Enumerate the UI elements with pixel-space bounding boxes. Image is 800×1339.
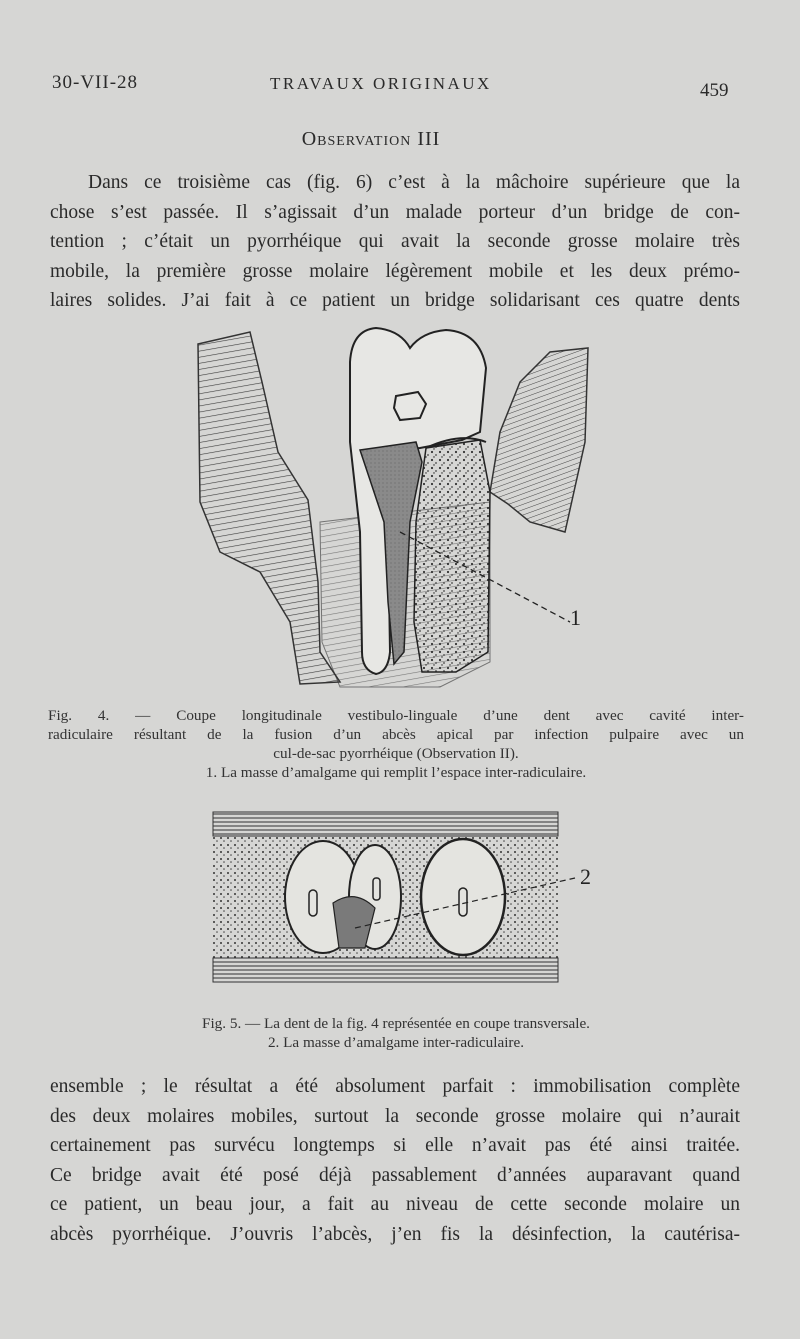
- text-line: Ce bridge avait été posé déjà passablement d’années auparavant quand: [50, 1164, 740, 1186]
- figure-4-caption: [48, 706, 744, 782]
- text-line: mobile, la première grosse molaire légèrement mobile et les deux prémo-: [50, 260, 740, 282]
- caption-line: cul-de-sac pyorrhéique (Observation II).: [273, 745, 519, 762]
- text-line: laires solides. J’ai fait à ce patient un bridge solidarisant ces quatre dents: [50, 290, 740, 312]
- caption-line: 2. La masse d’amalgame inter-radiculaire.: [267, 1034, 525, 1051]
- text-line: tention ; c’était un pyorrhéique qui avait la seconde grosse molaire très: [50, 231, 740, 253]
- page-number: 459: [700, 80, 729, 101]
- text-line: Dans ce troisième cas (fig. 6) c’est à la mâchoire supérieure que la: [88, 172, 740, 193]
- text-line: ensemble ; le résultat a été absolument parfait : immobilisation complète: [50, 1076, 740, 1097]
- caption-line: radiculaire résultant de la fusion d’un abcès apical par infection pulpaire avec un: [48, 726, 744, 743]
- text-line: des deux molaires mobiles, surtout la seconde grosse molaire qui n’aurait: [50, 1105, 740, 1127]
- observation-heading: Observation III: [301, 128, 441, 150]
- text-line: ce patient, un beau jour, a fait au niveau de cette seconde molaire un: [50, 1194, 740, 1216]
- header-date: 30-VII-28: [52, 72, 139, 93]
- figure-4-tooth-longitudinal-section: [190, 322, 610, 694]
- body-paragraph-2: [50, 1072, 740, 1250]
- caption-line: Fig. 4. — Coupe longitudinale vestibulo-linguale d’une dent avec cavité inter-: [48, 707, 744, 724]
- body-paragraph-1: [50, 168, 740, 316]
- caption-line: 1. La masse d’amalgame qui remplit l’espace inter-radiculaire.: [205, 764, 587, 781]
- header-section-title: TRAVAUX ORIGINAUX: [270, 74, 492, 93]
- running-header: [0, 72, 800, 102]
- figure-5-caption: [48, 1014, 744, 1052]
- figure-4-label: 1: [570, 605, 581, 630]
- figure-5-label: 2: [580, 864, 591, 889]
- text-line: certainement pas survécu longtemps si elle n’avait pas été ainsi traitée.: [50, 1135, 740, 1157]
- text-line: abcès pyorrhéique. J’ouvris l’abcès, j’en fis la désinfection, la cautérisa-: [50, 1223, 740, 1245]
- caption-line: Fig. 5. — La dent de la fig. 4 représentée en coupe transversale.: [202, 1015, 590, 1032]
- figure-5-tooth-transverse-section: [205, 808, 625, 990]
- text-line: chose s’est passée. Il s’agissait d’un malade porteur d’un bridge de con-: [50, 201, 740, 223]
